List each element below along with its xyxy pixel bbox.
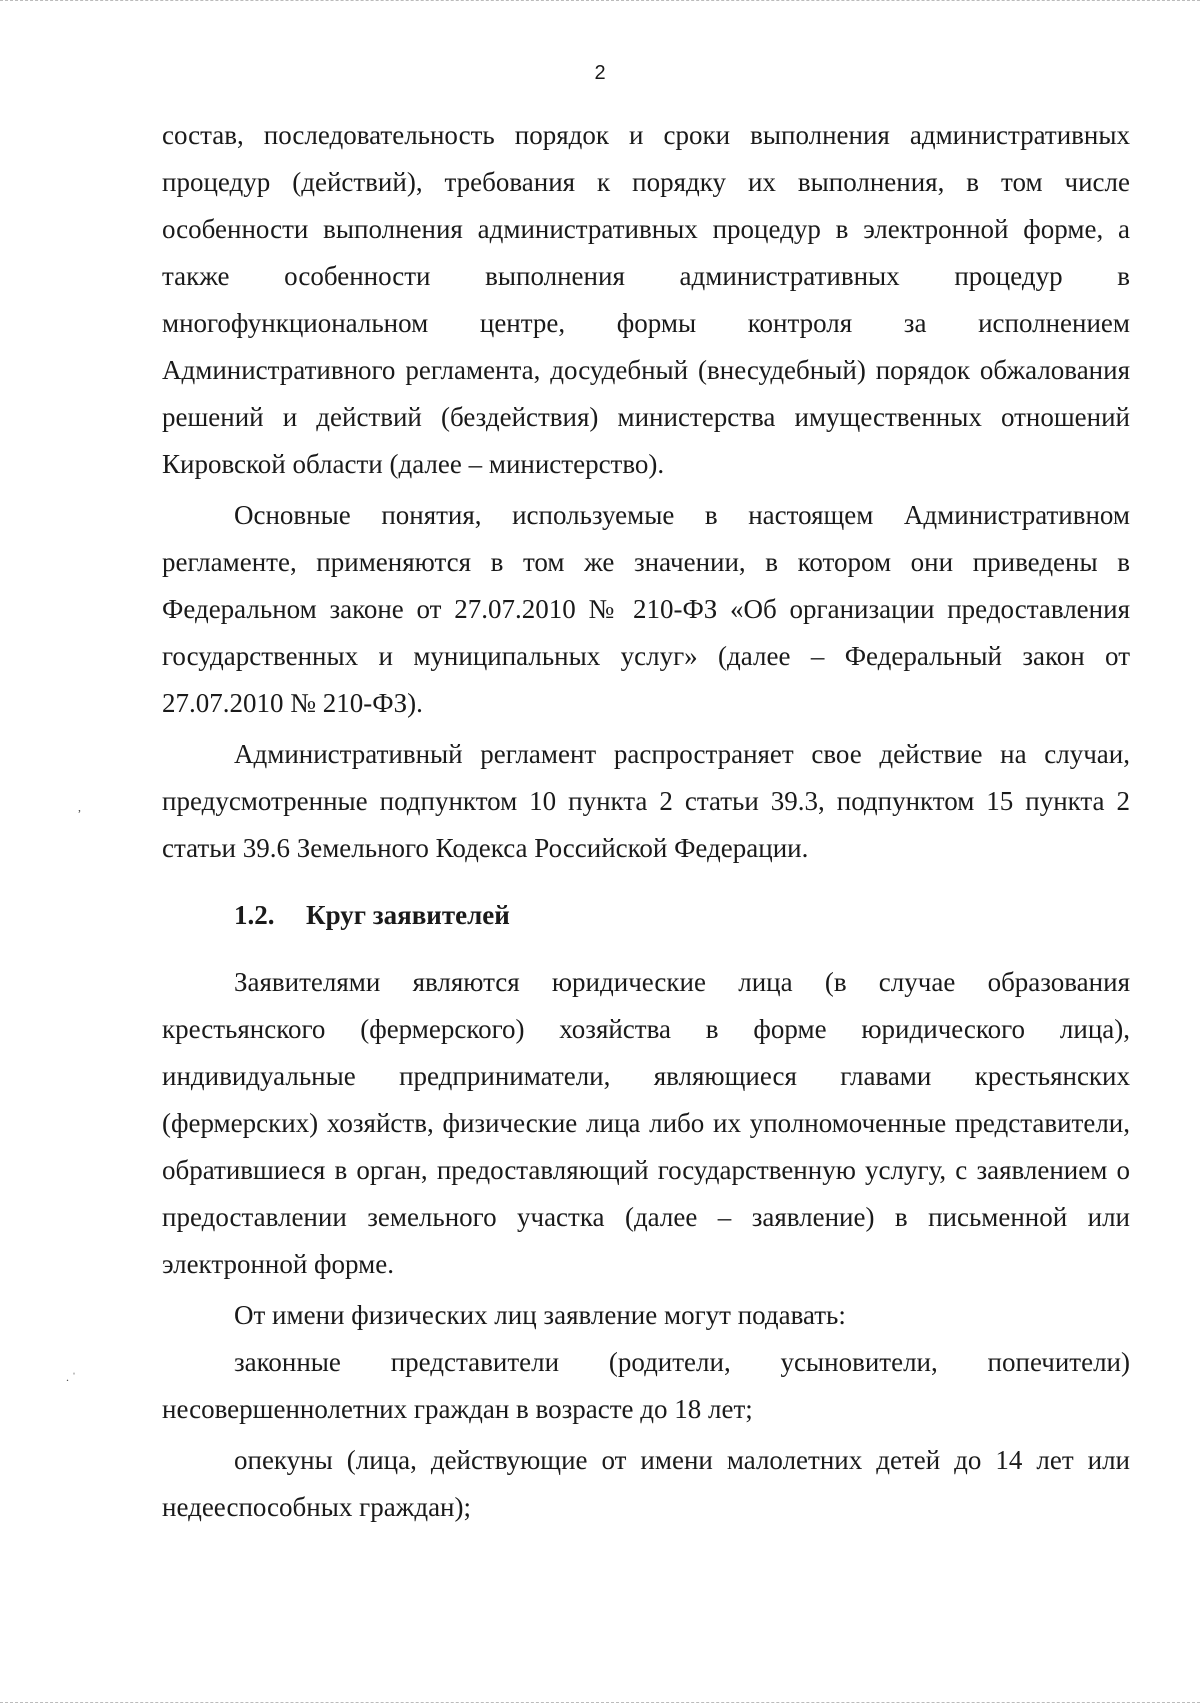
scan-speck: , bbox=[78, 800, 81, 814]
list-item-guardians: опекуны (лица, действующие от имени малолетних детей до 14 лет или недееспособных граждан); bbox=[162, 1445, 1130, 1522]
paragraph-basic-concepts: Основные понятия, используемые в настоящем Административном регламенте, применяются в том же значении, в котором они приведены в Федеральном законе от 27.07.2010 № 210-ФЗ «Об организации предоставления государственных и муниципальных услуг» (далее – Федеральный закон от 27.07.2010 № 210-ФЗ). bbox=[162, 500, 1130, 718]
paragraph-regulation-scope: Административный регламент распространяет свое действие на случаи, предусмотренные подпунктом 10 пункта 2 статьи 39.3, подпунктом 15 пункта 2 статьи 39.6 Земельного Кодекса Российской Федерации. bbox=[162, 739, 1130, 863]
section-heading bbox=[162, 892, 1130, 939]
paragraph-procedures-scope: состав, последовательность порядок и сроки выполнения административных процедур (действий), требования к порядку их выполнения, в том числе особенности выполнения административных процедур в электронной форме, а также особенности выполнения административных процедур в многофункциональном центре, формы контроля за исполнением Административного регламента, досудебный (внесудебный) порядок обжалования решений и действий (бездействия) министерства имущественных отношений Кировской области (далее – министерство). bbox=[162, 120, 1130, 479]
document-body bbox=[162, 112, 1130, 1531]
section-number: 1.2. bbox=[234, 900, 275, 930]
scan-speck: . ˈ bbox=[66, 1370, 76, 1384]
paragraph-individuals-intro: От имени физических лиц заявление могут подавать: bbox=[234, 1300, 846, 1330]
scan-bottom-edge bbox=[0, 1699, 1200, 1703]
list-item-legal-representatives: законные представители (родители, усыновители, попечители) несовершеннолетних граждан в возрасте до 18 лет; bbox=[162, 1347, 1130, 1424]
page-number: 2 bbox=[594, 62, 606, 84]
scan-top-edge bbox=[0, 0, 1200, 4]
paragraph-applicants: Заявителями являются юридические лица (в случае образования крестьянского (фермерского) хозяйства в форме юридического лица), индивидуальные предприниматели, являющиеся главами крестьянских (фермерских) хозяйств, физические лица либо их уполномоченные представители, обратившиеся в орган, предоставляющий государственную услугу, с заявлением о предоставлении земельного участка (далее – заявление) в письменной или электронной форме. bbox=[162, 967, 1130, 1279]
section-title: Круг заявителей bbox=[306, 900, 510, 930]
